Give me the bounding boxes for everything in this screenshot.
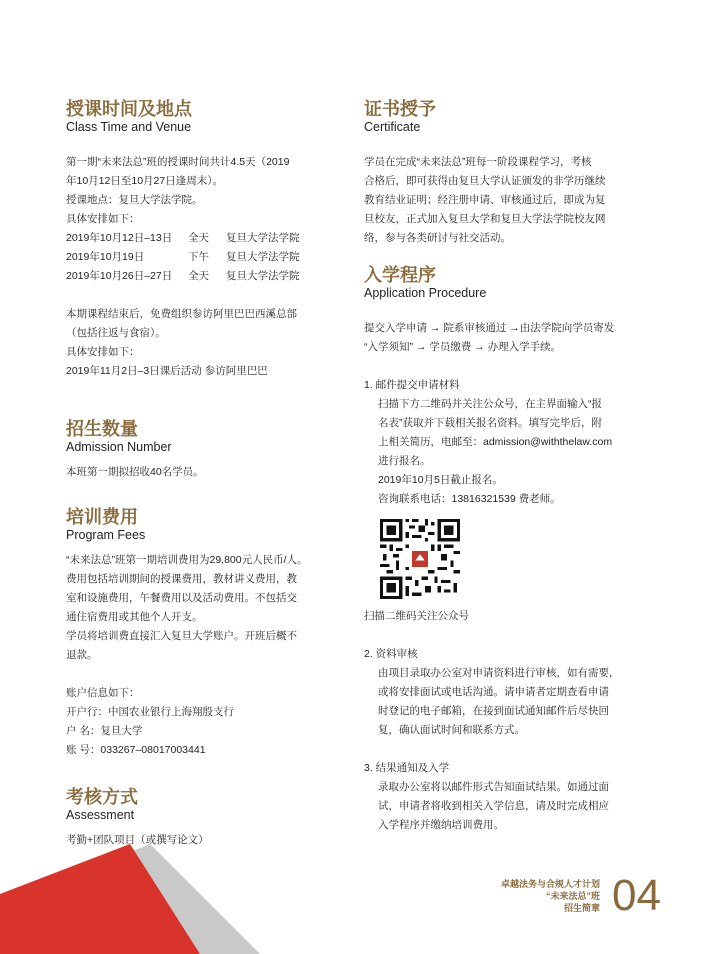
step2-line: 时登记的电子邮箱，在接到面试通知邮件后尽快回: [378, 705, 609, 717]
schedule-date: 2019年10月19日: [66, 251, 145, 263]
step3-title: 3. 结果通知及入学: [364, 762, 450, 774]
certificate-title-en: Certificate: [364, 120, 421, 134]
procedure-title-cn: 入学程序: [364, 265, 436, 285]
fees-section: [66, 506, 366, 760]
venue-p1-line1: 第一期“未来法总”班的授课时间共计4.5天（2019: [66, 156, 290, 168]
step3-line: 录取办公室将以邮件形式告知面试结果。如通过面: [378, 781, 609, 793]
schedule-row: [66, 248, 366, 267]
venue-p1-line2: 年10月12日至10月27日逢周末）。: [66, 175, 223, 187]
certificate-section: [364, 98, 664, 248]
certificate-line: 旦校友，正式加入复旦大学和复旦大学法学院校友网: [364, 213, 606, 225]
schedule-time: 下午: [188, 251, 209, 263]
schedule-time: 全天: [188, 232, 209, 244]
certificate-line: 络，参与各类研讨与社交活动。: [364, 232, 511, 244]
fees-line: 费用包括培训期间的授课费用，教材讲义费用，教: [66, 573, 297, 585]
admission-section: [66, 418, 366, 482]
fees-line: 通住宿费用或其他个人开支。: [66, 611, 203, 623]
step2-title: 2. 资料审核: [364, 648, 418, 660]
account-title: 账户信息如下：: [66, 687, 140, 699]
schedule-date: 2019年10月26日–27日: [66, 270, 173, 282]
fees-line: “未来法总”班第一期培训费用为29,800元人民币/人。: [66, 554, 308, 566]
account-number: 账 号：033267–08017003441: [66, 744, 206, 756]
footer-line: 卓越法务与合规人才计划: [500, 879, 600, 889]
step1-line: 2019年10月5日截止报名。: [378, 474, 503, 486]
account-bank: 开户行：中国农业银行上海翔殷支行: [66, 706, 234, 718]
fees-line: 学员将培训费直接汇入复旦大学账户。开班后概不: [66, 630, 297, 642]
venue-p2-line2: （包括往返与食宿）。: [66, 327, 166, 339]
schedule-place: 复旦大学法学院: [226, 270, 300, 282]
schedule-date: 2019年10月12日–13日: [66, 232, 173, 244]
admission-title-cn: 招生数量: [66, 419, 138, 439]
venue-visit: 2019年11月2日–3日课后活动 参访阿里巴巴: [66, 365, 268, 377]
assessment-title-en: Assessment: [66, 808, 135, 822]
account-holder: 户 名：复旦大学: [66, 725, 143, 737]
step1-title: 1. 邮件提交申请材料: [364, 379, 460, 391]
step2-line: 或将安排面试或电话沟通。请申请者定期查看申请: [378, 686, 609, 698]
venue-arrange: 具体安排如下：: [66, 213, 140, 225]
certificate-line: 合格后，即可获得由复旦大学认证颁发的非学历继续: [364, 175, 606, 187]
assessment-text: 考勤+团队项目（或撰写论文）: [66, 834, 209, 846]
venue-section: [66, 98, 366, 381]
procedure-intro-line2: “入学须知” → 学员缴费 → 办理入学手续。: [364, 341, 562, 353]
assessment-section: [66, 786, 366, 850]
certificate-line: 教育结业证明；经注册申请、审核通过后，即成为复: [364, 194, 606, 206]
step1-line: 名表”获取并下载相关报名资料。填写完毕后，附: [378, 417, 602, 429]
footer-line: 招生简章: [563, 903, 600, 913]
fees-title-en: Program Fees: [66, 528, 146, 542]
step3-line: 入学程序并缴纳培训费用。: [378, 819, 504, 831]
procedure-intro-line1: 提交入学申请 → 院系审核通过 →由法学院向学员寄发: [364, 322, 615, 334]
schedule-row: [66, 267, 366, 286]
fees-line: 退款。: [66, 649, 98, 661]
corner-decoration-icon: [0, 844, 260, 954]
procedure-title-en: Application Procedure: [364, 286, 487, 300]
admission-text: 本班第一期拟招收40名学员。: [66, 466, 204, 478]
schedule-time: 全天: [188, 270, 209, 282]
step1-line: 咨询联系电话：13816321539 费老师。: [378, 493, 561, 505]
step1-line: 上相关简历，电邮至：admission@withthelaw.com: [378, 436, 613, 448]
fees-line: 室和设施费用，午餐费用以及活动费用。不包括交: [66, 592, 297, 604]
venue-title-cn: 授课时间及地点: [66, 99, 192, 119]
footer-program-name: [470, 878, 600, 914]
venue-p2-line1: 本期课程结束后，免费组织参访阿里巴巴西溪总部: [66, 308, 297, 320]
qr-code-icon: [380, 519, 460, 599]
assessment-title-cn: 考核方式: [66, 787, 138, 807]
certificate-line: 学员在完成“未来法总”班每一阶段课程学习，考核: [364, 156, 592, 168]
page-number: 04: [612, 871, 661, 920]
venue-title-en: Class Time and Venue: [66, 120, 192, 134]
step3-line: 试，申请者将收到相关入学信息，请及时完成相应: [378, 800, 609, 812]
schedule-row: [66, 229, 366, 248]
footer-line: “未来法总”班: [545, 891, 600, 901]
venue-arrange2: 具体安排如下：: [66, 346, 140, 358]
step2-line: 复，确认面试时间和联系方式。: [378, 724, 525, 736]
certificate-title-cn: 证书授予: [364, 99, 436, 119]
step1-line: 扫描下方二维码并关注公众号，在主界面输入“报: [378, 398, 602, 410]
qr-caption: 扫描二维码关注公众号: [364, 610, 469, 622]
step1-line: 进行报名。: [378, 455, 431, 467]
procedure-section: [364, 264, 664, 835]
step2-line: 由项目录取办公室对申请资料进行审核，如有需要，: [378, 667, 620, 679]
fees-title-cn: 培训费用: [66, 507, 138, 527]
schedule-place: 复旦大学法学院: [226, 232, 300, 244]
schedule-place: 复旦大学法学院: [226, 251, 300, 263]
venue-location: 授课地点：复旦大学法学院。: [66, 194, 203, 206]
admission-title-en: Admission Number: [66, 440, 172, 454]
